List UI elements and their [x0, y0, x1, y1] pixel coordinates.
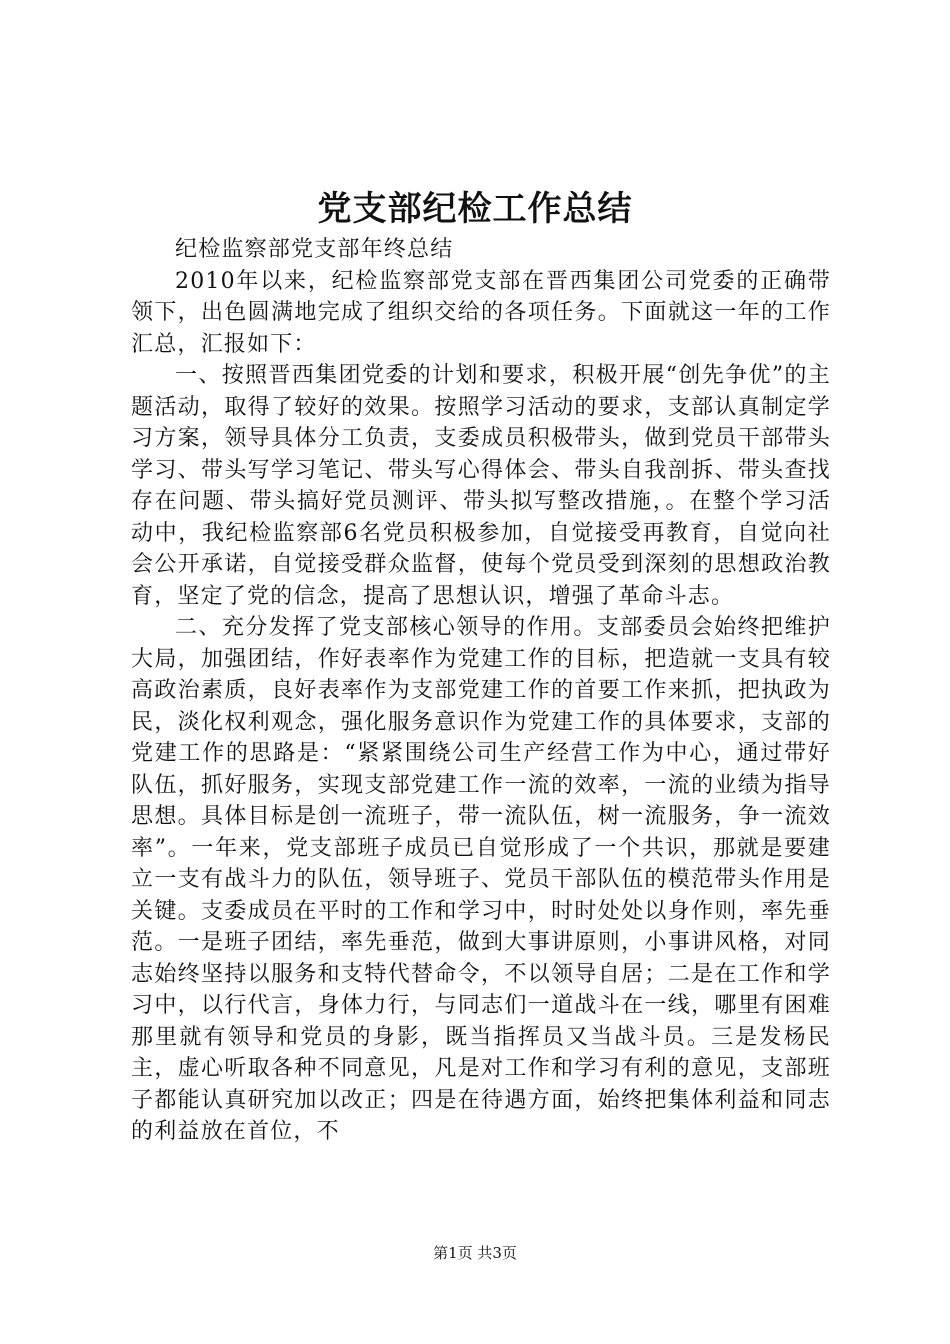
paragraph-section-one: 一、按照晋西集团党委的计划和要求，积极开展“创先争优”的主题活动，取得了较好的效果。按照学习活动的要求，支部认真制定学习方案，领导具体分工负责，支委成员积极带头，做到党员干部带头学习、带头写学习笔记、带头写心得体会、带头自我剖拆、带头查找存在问题、带头搞好党员测评、带头拟写整改措施，。在整个学习活动中，我纪检监察部6名党员积极参加，自觉接受再教育，自觉向社会公开承诺，自觉接受群众监督，使每个党员受到深刻的思想政治教育，坚定了党的信念，提高了思想认识，增强了革命斗志。	[131, 363, 831, 609]
document-body	[131, 234, 831, 1148]
paragraph-section-two: 二、充分发挥了党支部核心领导的作用。支部委员会始终把维护大局，加强团结，作好表率作为党建工作的目标，把造就一支具有较高政治素质，良好表率作为支部党建工作的首要工作来抓，把执政为民，淡化权利观念，强化服务意识作为党建工作的具体要求，支部的党建工作的思路是：“紧紧围绕公司生产经营工作为中心，通过带好队伍，抓好服务，实现支部党建工作一流的效率，一流的业绩为指导思想。具体目标是创一流班子，带一流队伍，树一流服务，争一流效率”。一年来，党支部班子成员已自觉形成了一个共识，那就是要建立一支有战斗力的队伍，领导班子、党员干部队伍的模范带头作用是关键。支委成员在平时的工作和学习中，时时处处以身作则，率先垂范。一是班子团结，率先垂范，做到大事讲原则，小事讲风格，对同志始终坚持以服务和支特代替命令，不以领导自居；二是在工作和学习中，以行代言，身体力行，与同志们一道战斗在一线，哪里有困难那里就有领导和党员的身影，既当指挥员又当战斗员。三是发杨民主，虚心听取各种不同意见，凡是对工作和学习有利的意见，支部班子都能认真研究加以改正；四是在待遇方面，始终把集体利益和同志的利益放在首位，不	[131, 615, 831, 1144]
paragraph-intro: 2010年以来，纪检监察部党支部在晋西集团公司党委的正确带领下，出色圆满地完成了组织交给的各项任务。下面就这一年的工作汇总，汇报如下：	[131, 268, 831, 357]
document-title: 党支部纪检工作总结	[317, 189, 633, 229]
paragraph-subtitle: 纪检监察部党支部年终总结	[175, 237, 454, 262]
page-number-footer: 第1页 共3页	[433, 1244, 517, 1262]
